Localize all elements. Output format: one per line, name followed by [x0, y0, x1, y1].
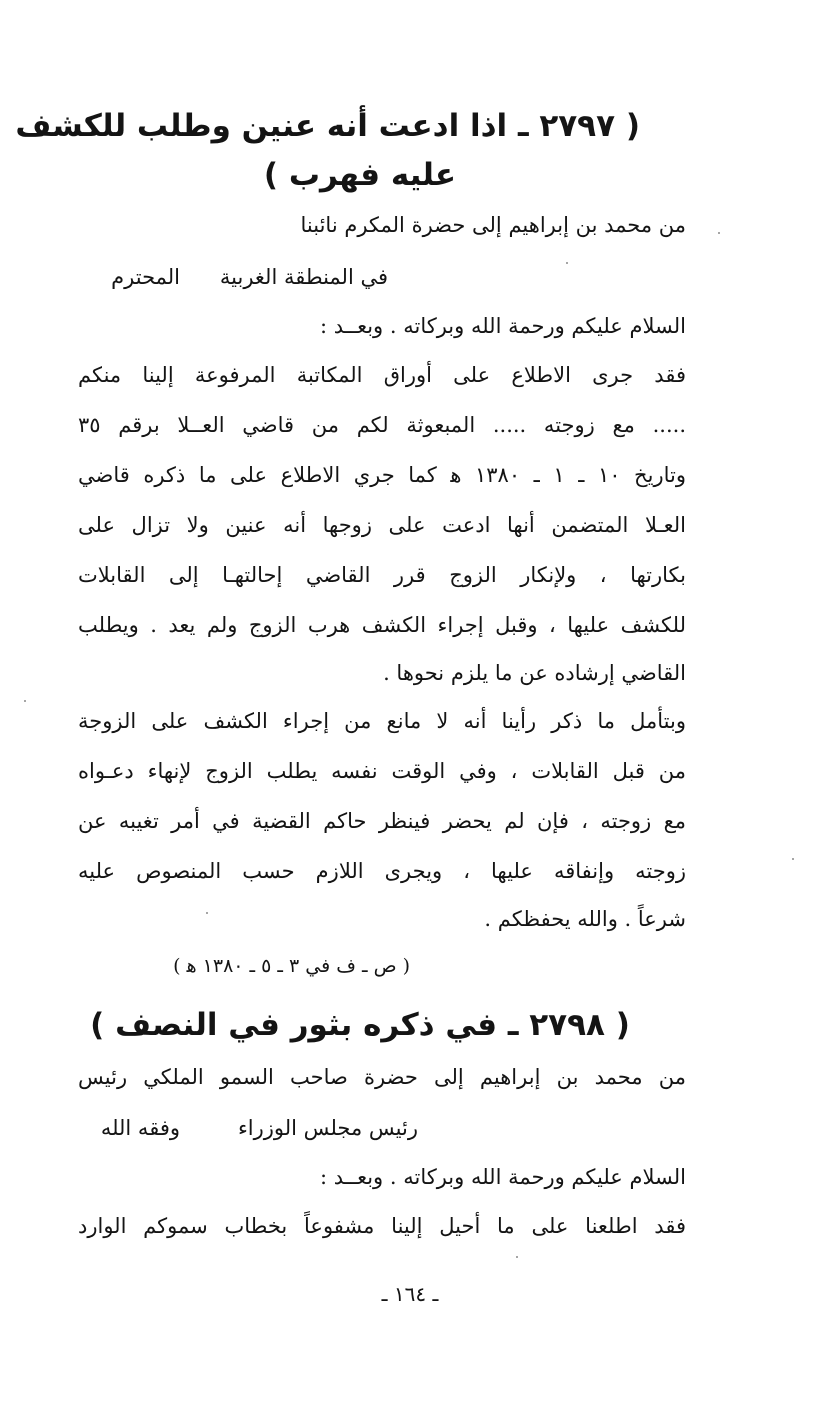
body-line: ..... مع زوجته ..... المبعوثة لكم من قاضي العــلا برقم ٣٥ — [78, 413, 686, 437]
section-2797-title-line1: ( ٢٧٩٧ ـ اذا ادعت أنه عنين وطلب للكشف — [15, 108, 640, 144]
body-line: للكشف عليها ، وقبل إجراء الكشف هرب الزوج ولم يعد . ويطلب — [78, 613, 686, 637]
body-line: فقد اطلعنا على ما أحيل إلينا مشفوعاً بخطاب سموكم الوارد — [78, 1214, 686, 1238]
scan-speck — [718, 232, 720, 234]
scan-speck — [566, 262, 568, 264]
body-line: القاضي إرشاده عن ما يلزم نحوها . — [383, 661, 686, 685]
body-line: العـلا المتضمن أنها ادعت على زوجها أنه عنين ولا تزال على — [78, 513, 686, 537]
section-2798-title: ( ٢٧٩٨ ـ في ذكره بثور في النصف ) — [90, 1007, 630, 1043]
letter-council: رئيس مجلس الوزراء — [237, 1116, 418, 1140]
body-line: زوجته وإنفاقه عليها ، ويجرى اللازم حسب المنصوص عليه — [78, 859, 686, 883]
body-line: شرعاً . والله يحفظكم . — [484, 907, 686, 931]
letter-from-line: من محمد بن إبراهيم إلى حضرة صاحب السمو الملكي رئيس — [78, 1065, 686, 1089]
page-number: ـ ١٦٤ ـ — [381, 1282, 439, 1306]
body-line: بكارتها ، ولإنكار الزوج قرر القاضي إحالتهـا إلى القابلات — [78, 563, 686, 587]
scan-speck — [24, 700, 26, 702]
letter-greeting: السلام عليكم ورحمة الله وبركاته . وبعــد : — [320, 1165, 686, 1189]
letter-greeting: السلام عليكم ورحمة الله وبركاته . وبعــد : — [320, 314, 686, 338]
letter-respected: المحترم — [111, 265, 180, 289]
body-line: مع زوجته ، فإن لم يحضر فينظر حاكم القضية في أمر تغيبه عن — [78, 809, 686, 833]
scan-speck — [792, 858, 794, 860]
section-reference: ( ص ـ ف في ٣ ـ ٥ ـ ١٣٨٠ ﻫ ) — [173, 955, 410, 977]
letter-blessing: وفقه الله — [100, 1116, 180, 1140]
scan-speck — [206, 912, 208, 914]
body-line: وتاريخ ١٠ ـ ١ ـ ١٣٨٠ ﻫ كما جري الاطلاع على ما ذكره قاضي — [78, 463, 686, 487]
body-line: وبتأمل ما ذكر رأينا أنه لا مانع من إجراء الكشف على الزوجة — [78, 709, 686, 733]
body-line: من قبل القابلات ، وفي الوقت نفسه يطلب الزوج لإنهاء دعـواه — [78, 759, 686, 783]
scan-speck — [516, 1256, 518, 1258]
letter-region: في المنطقة الغربية — [219, 265, 388, 289]
letter-from-line: من محمد بن إبراهيم إلى حضرة المكرم نائبنا — [300, 213, 686, 237]
section-2797-title-line2: عليه فهرب ) — [263, 157, 457, 193]
body-line: فقد جرى الاطلاع على أوراق المكاتبة المرفوعة إلينا منكم — [78, 363, 686, 387]
